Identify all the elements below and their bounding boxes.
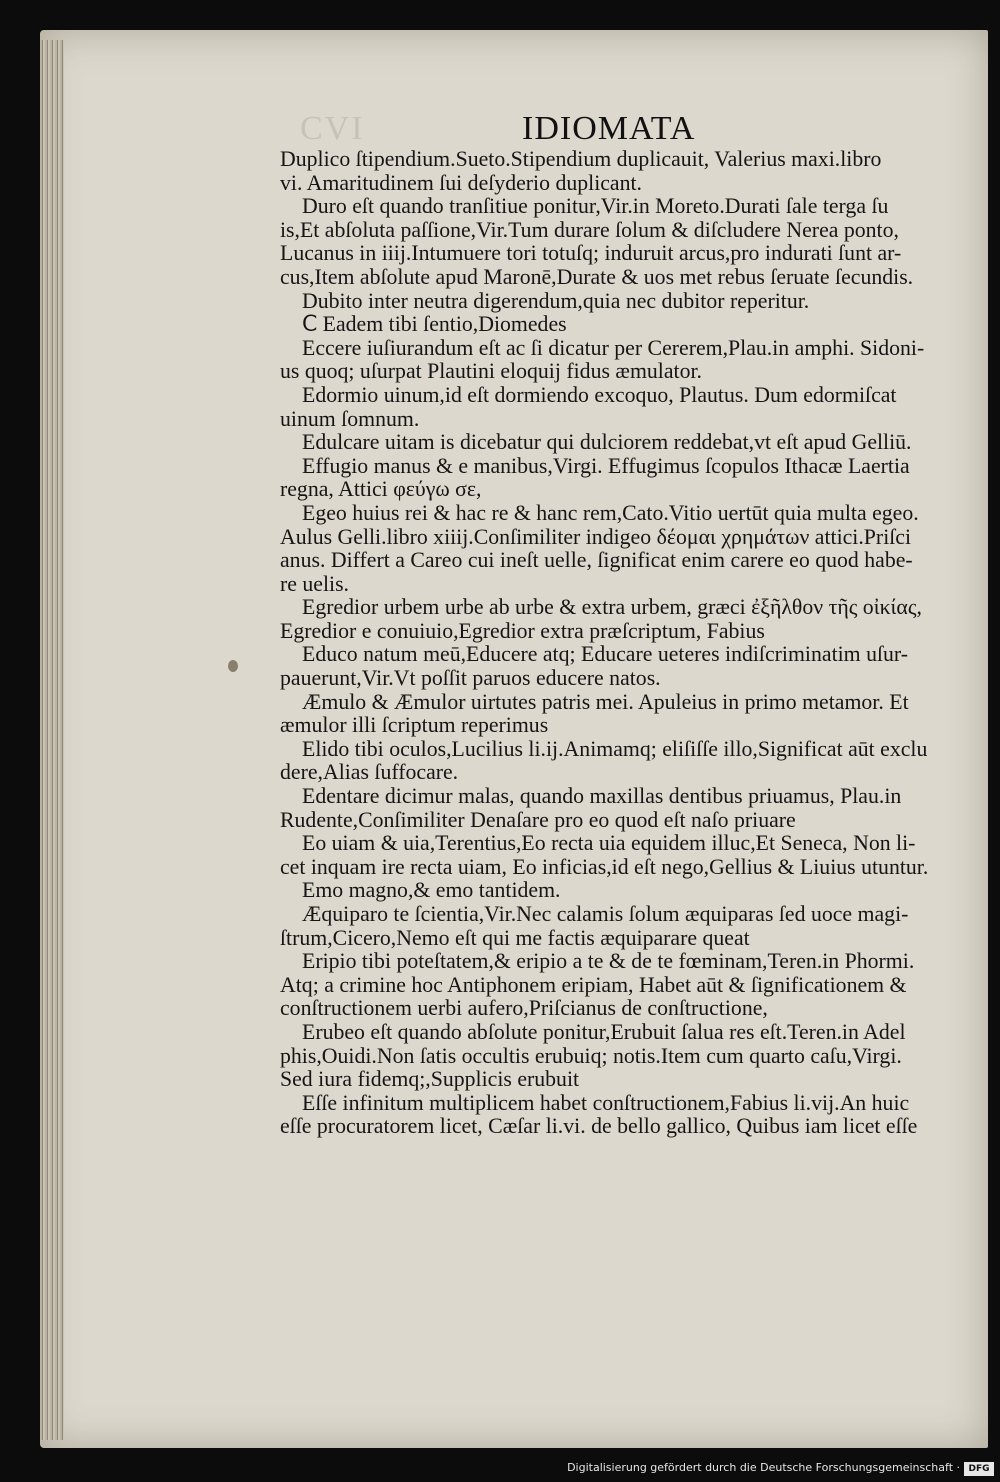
digitization-credit: Digitalisierung gefördert durch die Deutsche Forschungsgemeinschaft · bbox=[567, 1461, 960, 1474]
text-line: Effugio manus & e manibus,Virgi. Effugimus ſcopulos Ithacæ Laertia bbox=[302, 453, 910, 478]
text-line: dere,Alias ſuffocare. bbox=[280, 760, 459, 785]
text-line: Eo uiam & uia,Terentius,Eo recta uia equidem illuc,Et Seneca, Non li- bbox=[302, 831, 916, 856]
text-line: Æquiparo te ſcientia,Vir.Nec calamis ſolum æquiparas ſed uoce magi- bbox=[302, 902, 909, 926]
text-line: æmulor illi ſcriptum reperimus bbox=[280, 713, 549, 738]
text-line: Eſſe infinitum multiplicem habet conſtructionem,Fabius li.vij.An huic bbox=[302, 1090, 910, 1115]
marginal-mark-icon bbox=[228, 660, 238, 672]
text-line: re uelis. bbox=[280, 571, 349, 596]
text-line: anus. Differt a Careo cui ineſt uelle, ſignificat enim carere eo quod habe- bbox=[280, 548, 913, 573]
text-line: Dubito inter neutra digerendum,quia nec dubitor reperitur. bbox=[302, 288, 810, 313]
text-line: Edulcare uitam is dicebatur qui dulciorem reddebat,vt eſt apud Gelliū. bbox=[302, 430, 912, 455]
footer-bar bbox=[0, 1452, 1000, 1482]
text-line: conſtructionem uerbi aufero,Priſcianus de conſtructione, bbox=[280, 996, 768, 1021]
text-line: cus,Item abſolute apud Maronē,Durate & uos met rebus ſeruate ſecundis. bbox=[280, 264, 914, 289]
text-line: is,Et abſoluta paſſione,Vir.Tum durare ſolum & diſcludere Nerea ponto, bbox=[280, 217, 899, 242]
text-line: Edentare dicimur malas, quando maxillas dentibus priuamus, Plau.in bbox=[302, 784, 902, 809]
text-line: Egredior urbem urbe ab urbe & extra urbem, græci ἐξῆλθον τῆς οἰκίας, bbox=[302, 595, 922, 620]
text-line: eſſe procuratorem licet, Cæſar li.vi. de bello gallico, Quibus iam licet eſſe bbox=[280, 1114, 918, 1139]
text-line: Elido tibi oculos,Lucilius li.ij.Animamq; eliſiſſe illo,Significat aūt exclu bbox=[302, 736, 928, 761]
text-line: Erubeo eſt quando abſolute ponitur,Erubuit ſalua res eſt.Teren.in Adel bbox=[302, 1019, 906, 1044]
body-text bbox=[280, 148, 980, 1139]
text-line: cet inquam ire recta uiam, Eo inficias,id eſt nego,Gellius & Liuius utuntur. bbox=[280, 854, 929, 879]
dfg-logo: DFG bbox=[964, 1462, 994, 1476]
text-line: Eccere iuſiurandum eſt ac ſi dicatur per Cererem,Plau.in amphi. Sidoni- bbox=[302, 335, 925, 360]
text-line: Eripio tibi poteſtatem,& eripio a te & de te fœminam,Teren.in Phormi. bbox=[302, 949, 915, 974]
text-line: vi. Amaritudinem ſui deſyderio duplicant. bbox=[280, 170, 643, 195]
text-line: Emo magno,& emo tantidem. bbox=[302, 878, 561, 903]
text-line: regna, Attici φεύγω σε, bbox=[280, 477, 482, 502]
text-line: Edormio uinum,id eſt dormiendo excoquo, Plautus. Dum edormiſcat bbox=[302, 382, 897, 407]
folio-number: CVI bbox=[300, 110, 365, 147]
text-line: uinum ſomnum. bbox=[280, 406, 420, 431]
text-line: Æmulo & Æmulor uirtutes patris mei. Apuleius in primo metamor. Et bbox=[302, 689, 909, 714]
text-line: pauerunt,Vir.Vt poſſit paruos educere natos. bbox=[280, 666, 661, 691]
running-title: IDIOMATA bbox=[522, 110, 696, 147]
text-line: Egeo huius rei & hac re & hanc rem,Cato.Vitio uertūt quia multa egeo. bbox=[302, 500, 919, 525]
text-line: Rudente,Conſimiliter Denaſare pro eo quod eſt naſo priuare bbox=[280, 807, 796, 832]
text-line: Educo natum meū,Educere atq; Educare ueteres indiſcriminatim uſur- bbox=[302, 642, 909, 667]
text-line: Atq; a crimine hoc Antiphonem eripiam, Habet aūt & ſignificationem & bbox=[280, 972, 907, 997]
text-line: Egredior e conuiuio,Egredior extra præſcriptum, Fabius bbox=[280, 618, 765, 643]
text-line: Duplico ſtipendium.Sueto.Stipendium duplicauit, Valerius maxi.libro bbox=[280, 147, 882, 171]
text-line: Sed iura fidemq;,Supplicis erubuit bbox=[280, 1067, 580, 1092]
page-edges bbox=[40, 40, 64, 1440]
text-line: phis,Ouidi.Non ſatis occultis erubuiq; notis.Item cum quarto caſu,Virgi. bbox=[280, 1043, 902, 1068]
text-line: Aulus Gelli.libro xiiij.Conſimiliter indigeo δέομαι χρημάτων attici.Priſci bbox=[280, 524, 912, 549]
text-line: Lucanus in iiij.Intumuere tori totuſq; induruit arcus,pro indurati ſunt ar- bbox=[280, 241, 902, 266]
text-line: Duro eſt quando tranſitiue ponitur,Vir.in Moreto.Durati ſale terga ſu bbox=[302, 194, 889, 219]
text-line: Ⅽ Eadem tibi ſentio,Diomedes bbox=[302, 312, 567, 337]
text-line: ſtrum,Cicero,Nemo eſt qui me factis æquiparare queat bbox=[280, 925, 750, 950]
text-line: us quoq; uſurpat Plautini eloquij fidus æmulator. bbox=[280, 359, 702, 384]
